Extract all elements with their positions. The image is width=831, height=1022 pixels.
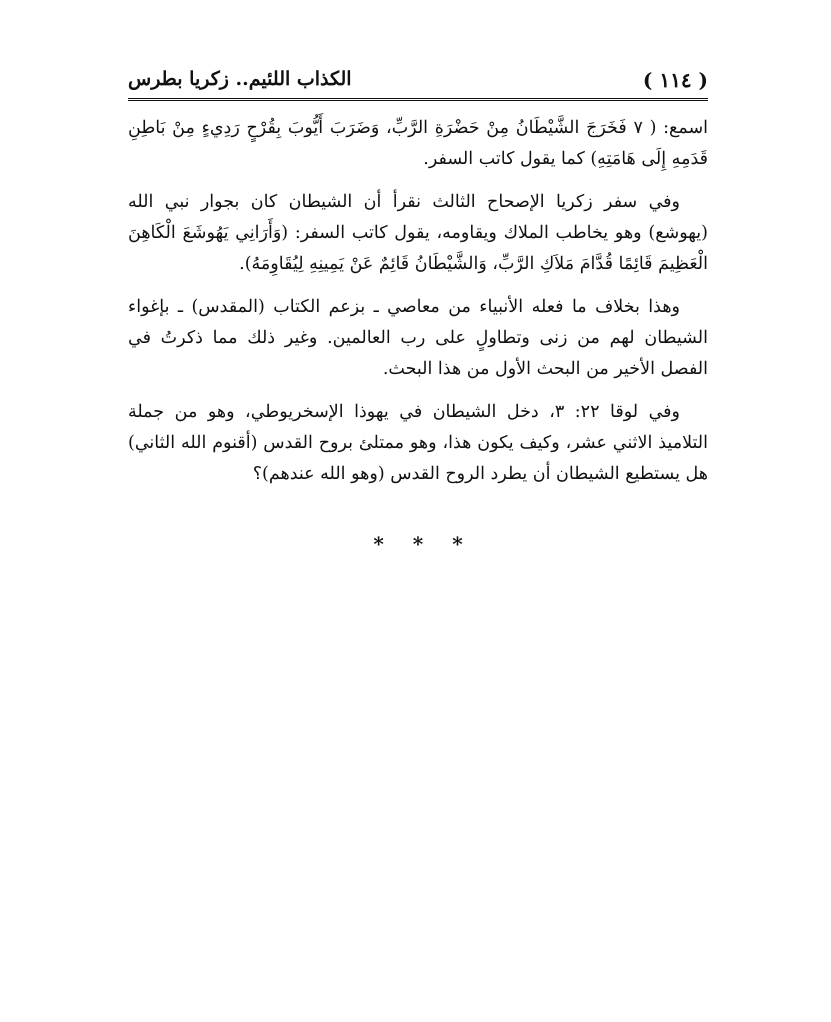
page-header — [128, 66, 708, 101]
body-text — [128, 113, 708, 490]
paragraph-3: وهذا بخلاف ما فعله الأنبياء من معاصي ـ بزعم الكتاب (المقدس) ـ بإغواء الشيطان لهم من زنى وتطاولٍ على رب العالمين. وغير ذلك مما ذكرتُ في الفصل الأخير من البحث الأول من هذا البحث. — [128, 297, 708, 379]
paragraph-4: وفي لوقا ٢٢: ٣، دخل الشيطان في يهوذا الإسخريوطي، وهو من جملة التلاميذ الاثني عشر، وكيف يكون هذا، وهو ممتلئ بروح القدس (أقنوم الله الثاني) هل يستطيع الشيطان أن يطرد الروح القدس (وهو الله عندهم)؟ — [128, 402, 708, 484]
page-number: ( ١١٤ ) — [642, 68, 708, 92]
document-page — [128, 66, 708, 556]
paragraph-2: وفي سفر زكريا الإصحاح الثالث نقرأ أن الشيطان كان بجوار نبي الله (يهوشع) وهو يخاطب الملاك ويقاومه، يقول كاتب السفر: (وَأَرَانِي يَهُوشَعَ الْكَاهِنَ الْعَظِيمَ قَائِمًا قُدَّامَ مَلاَكِ الرَّبِّ، وَالشَّيْطَانُ قَائِمٌ عَنْ يَمِينِهِ لِيُقَاوِمَهُ). — [128, 192, 708, 274]
section-separator: * * * — [373, 532, 463, 556]
paragraph-1: اسمع: ( ٧ فَخَرَجَ الشَّيْطَانُ مِنْ حَضْرَةِ الرَّبِّ، وَضَرَبَ أَيُّوبَ بِقُرْحٍ رَدِيءٍ مِنْ بَاطِنِ قَدَمِهِ إِلَى هَامَتِهِ) كما يقول كاتب السفر. — [128, 118, 708, 169]
running-title: الكذاب اللئيم.. زكريا بطرس — [128, 68, 352, 90]
